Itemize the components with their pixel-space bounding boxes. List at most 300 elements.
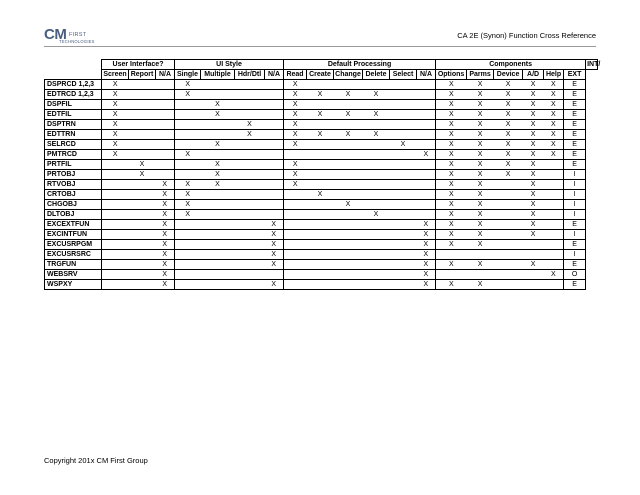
table-cell: I	[564, 200, 586, 210]
table-cell	[363, 170, 390, 180]
table-cell: X	[201, 140, 235, 150]
table-cell	[102, 280, 129, 290]
table-row	[45, 210, 598, 220]
table-cell	[284, 270, 307, 280]
table-cell	[544, 190, 564, 200]
table-cell	[175, 170, 201, 180]
table-cell	[265, 180, 284, 190]
table-cell	[363, 240, 390, 250]
table-cell: X	[523, 260, 544, 270]
column-group-header-row	[45, 60, 598, 70]
table-cell	[334, 120, 363, 130]
table-cell: E	[564, 160, 586, 170]
table-cell	[390, 110, 417, 120]
table-cell: I	[564, 190, 586, 200]
table-cell	[156, 120, 175, 130]
table-cell	[129, 190, 156, 200]
table-cell: X	[436, 210, 467, 220]
table-cell	[175, 140, 201, 150]
table-cell	[284, 220, 307, 230]
column-group-header: Default Processing	[284, 60, 436, 70]
table-cell: X	[523, 160, 544, 170]
table-row	[45, 140, 598, 150]
table-cell: X	[284, 140, 307, 150]
table-row	[45, 120, 598, 130]
table-cell	[436, 250, 467, 260]
table-cell	[156, 90, 175, 100]
table-cell	[363, 260, 390, 270]
table-cell	[284, 190, 307, 200]
function-type-name: EXCEXTFUN	[45, 220, 102, 230]
table-cell: X	[156, 200, 175, 210]
table-cell: X	[523, 80, 544, 90]
table-cell: X	[523, 180, 544, 190]
table-cell	[417, 190, 436, 200]
table-cell	[129, 90, 156, 100]
copyright-footer: Copyright 201x CM First Group	[44, 456, 148, 465]
table-cell	[129, 130, 156, 140]
table-cell	[417, 120, 436, 130]
function-cross-reference-table	[44, 59, 601, 290]
table-cell	[334, 280, 363, 290]
table-cell	[417, 140, 436, 150]
table-cell	[129, 260, 156, 270]
table-cell	[307, 120, 334, 130]
table-cell	[235, 250, 265, 260]
table-cell: X	[494, 130, 523, 140]
table-cell	[284, 250, 307, 260]
table-cell	[390, 250, 417, 260]
table-cell: X	[284, 160, 307, 170]
table-cell	[307, 260, 334, 270]
column-header: Options	[436, 70, 467, 80]
table-cell: X	[102, 120, 129, 130]
table-cell	[235, 90, 265, 100]
column-header: Device	[494, 70, 523, 80]
table-cell: X	[436, 170, 467, 180]
table-cell	[334, 190, 363, 200]
table-cell	[235, 270, 265, 280]
column-group-header: User Interface?	[102, 60, 175, 70]
table-cell: X	[102, 130, 129, 140]
table-cell	[102, 230, 129, 240]
table-cell	[417, 80, 436, 90]
table-cell	[175, 250, 201, 260]
table-cell: X	[307, 110, 334, 120]
table-cell	[284, 210, 307, 220]
function-type-name: WEBSRV	[45, 270, 102, 280]
function-type-name: CRTOBJ	[45, 190, 102, 200]
table-row	[45, 200, 598, 210]
table-cell: X	[175, 80, 201, 90]
table-cell	[334, 230, 363, 240]
table-cell: I	[564, 210, 586, 220]
table-cell	[129, 150, 156, 160]
table-cell	[201, 120, 235, 130]
table-cell	[284, 230, 307, 240]
table-cell	[417, 130, 436, 140]
table-cell: X	[494, 90, 523, 100]
table-cell	[307, 250, 334, 260]
table-cell: X	[523, 200, 544, 210]
table-cell: X	[175, 150, 201, 160]
table-cell	[334, 80, 363, 90]
column-header: Single	[175, 70, 201, 80]
table-cell: X	[156, 210, 175, 220]
table-cell: X	[102, 80, 129, 90]
table-cell	[156, 80, 175, 90]
table-cell: X	[334, 110, 363, 120]
table-cell: X	[436, 260, 467, 270]
table-row	[45, 280, 598, 290]
table-cell	[102, 160, 129, 170]
table-cell	[201, 260, 235, 270]
table-cell	[265, 170, 284, 180]
table-cell: X	[175, 200, 201, 210]
table-cell	[494, 220, 523, 230]
table-cell: X	[175, 90, 201, 100]
table-cell: X	[436, 240, 467, 250]
table-cell	[175, 220, 201, 230]
table-cell	[175, 160, 201, 170]
table-cell: X	[494, 160, 523, 170]
table-cell: X	[307, 90, 334, 100]
table-cell	[467, 250, 494, 260]
table-cell	[494, 240, 523, 250]
table-cell: X	[265, 230, 284, 240]
table-cell: X	[436, 230, 467, 240]
table-cell	[201, 80, 235, 90]
table-cell: X	[544, 80, 564, 90]
table-cell	[390, 270, 417, 280]
table-cell	[494, 270, 523, 280]
table-cell: E	[564, 220, 586, 230]
table-cell: X	[467, 240, 494, 250]
table-cell	[201, 220, 235, 230]
column-header: EXT	[564, 70, 586, 80]
table-cell	[235, 180, 265, 190]
table-cell	[363, 160, 390, 170]
table-row	[45, 90, 598, 100]
table-cell	[201, 200, 235, 210]
table-cell	[201, 280, 235, 290]
table-cell	[363, 150, 390, 160]
table-row	[45, 230, 598, 240]
table-cell: I	[564, 180, 586, 190]
table-cell: E	[564, 260, 586, 270]
table-cell: X	[467, 160, 494, 170]
table-cell: X	[436, 80, 467, 90]
table-cell	[156, 110, 175, 120]
table-cell: X	[265, 250, 284, 260]
table-cell: X	[175, 180, 201, 190]
table-cell	[102, 270, 129, 280]
table-cell	[284, 240, 307, 250]
table-cell: X	[334, 130, 363, 140]
table-row	[45, 240, 598, 250]
table-cell: X	[523, 190, 544, 200]
function-type-name: DLTOBJ	[45, 210, 102, 220]
table-cell	[436, 270, 467, 280]
table-cell	[544, 250, 564, 260]
table-cell: X	[494, 120, 523, 130]
table-cell	[129, 270, 156, 280]
table-cell	[390, 100, 417, 110]
table-cell: X	[201, 110, 235, 120]
table-cell: X	[523, 130, 544, 140]
table-cell: E	[564, 110, 586, 120]
table-cell: X	[467, 190, 494, 200]
function-type-name: EXCUSRSRC	[45, 250, 102, 260]
table-cell	[334, 250, 363, 260]
table-cell	[175, 280, 201, 290]
table-row	[45, 80, 598, 90]
table-cell: X	[523, 100, 544, 110]
table-cell	[102, 170, 129, 180]
table-cell	[175, 110, 201, 120]
table-cell: X	[156, 220, 175, 230]
table-cell	[265, 90, 284, 100]
table-cell: X	[436, 280, 467, 290]
table-cell	[235, 100, 265, 110]
table-cell: X	[436, 130, 467, 140]
table-cell	[265, 110, 284, 120]
table-cell: X	[363, 130, 390, 140]
table-cell: X	[467, 220, 494, 230]
table-cell: X	[467, 130, 494, 140]
function-type-name: DSPTRN	[45, 120, 102, 130]
table-cell	[417, 210, 436, 220]
table-cell	[235, 240, 265, 250]
table-cell: X	[523, 210, 544, 220]
table-cell	[417, 170, 436, 180]
table-cell: E	[564, 100, 586, 110]
table-cell: X	[436, 110, 467, 120]
table-cell	[102, 190, 129, 200]
table-cell	[307, 280, 334, 290]
function-type-name: PMTRCD	[45, 150, 102, 160]
table-cell	[265, 120, 284, 130]
table-cell	[363, 100, 390, 110]
column-header: Screen	[103, 70, 127, 78]
table-cell	[544, 220, 564, 230]
column-group-header: INT/	[587, 60, 601, 68]
table-cell	[102, 220, 129, 230]
table-cell	[307, 240, 334, 250]
table-row	[45, 190, 598, 200]
table-cell	[129, 140, 156, 150]
table-cell	[467, 270, 494, 280]
table-cell	[523, 280, 544, 290]
table-cell: X	[467, 150, 494, 160]
table-cell	[363, 220, 390, 230]
table-cell	[417, 90, 436, 100]
function-type-name: EXCUSRPGM	[45, 240, 102, 250]
table-row	[45, 250, 598, 260]
table-cell: X	[544, 270, 564, 280]
table-cell	[494, 190, 523, 200]
table-cell	[544, 240, 564, 250]
table-cell: X	[467, 80, 494, 90]
table-cell	[102, 240, 129, 250]
table-cell	[363, 120, 390, 130]
table-cell	[363, 270, 390, 280]
table-cell	[129, 110, 156, 120]
table-cell: X	[494, 100, 523, 110]
table-cell	[235, 230, 265, 240]
table-cell: X	[129, 170, 156, 180]
table-cell	[284, 280, 307, 290]
table-cell	[494, 260, 523, 270]
table-cell: X	[284, 180, 307, 190]
table-cell	[363, 230, 390, 240]
table-cell: X	[494, 150, 523, 160]
table-cell	[417, 110, 436, 120]
table-row	[45, 270, 598, 280]
table-cell: X	[523, 150, 544, 160]
table-cell	[307, 210, 334, 220]
table-cell	[265, 80, 284, 90]
table-row	[45, 160, 598, 170]
table-row	[45, 110, 598, 120]
table-cell: X	[284, 170, 307, 180]
table-cell	[363, 80, 390, 90]
table-cell: X	[523, 170, 544, 180]
table-cell: X	[467, 140, 494, 150]
table-cell	[544, 210, 564, 220]
table-cell	[201, 210, 235, 220]
table-cell	[201, 270, 235, 280]
table-cell: X	[417, 150, 436, 160]
table-cell	[175, 270, 201, 280]
table-cell	[390, 160, 417, 170]
table-cell: X	[544, 100, 564, 110]
table-cell: X	[334, 90, 363, 100]
table-cell: X	[284, 110, 307, 120]
table-cell	[129, 80, 156, 90]
table-cell: X	[436, 160, 467, 170]
table-cell	[390, 230, 417, 240]
table-cell: X	[467, 110, 494, 120]
table-cell	[235, 80, 265, 90]
table-cell: X	[129, 160, 156, 170]
column-header: Multiple	[201, 70, 235, 80]
column-header: Select	[390, 70, 417, 80]
table-cell: X	[284, 130, 307, 140]
table-cell	[390, 220, 417, 230]
column-header: Create	[307, 70, 334, 80]
function-type-name: TRGFUN	[45, 260, 102, 270]
table-cell	[235, 210, 265, 220]
table-cell	[175, 100, 201, 110]
table-cell	[265, 200, 284, 210]
logo-cm-text: CM	[44, 26, 67, 43]
table-cell	[201, 230, 235, 240]
table-cell	[494, 180, 523, 190]
table-cell	[265, 160, 284, 170]
table-cell	[334, 150, 363, 160]
table-cell	[544, 280, 564, 290]
table-cell	[544, 260, 564, 270]
table-cell	[102, 260, 129, 270]
table-cell	[235, 140, 265, 150]
table-cell	[175, 120, 201, 130]
column-header: A/D	[523, 70, 544, 80]
table-cell	[307, 150, 334, 160]
table-cell: X	[284, 90, 307, 100]
function-type-name: DSPRCD 1,2,3	[45, 80, 102, 90]
table-cell	[201, 90, 235, 100]
table-row	[45, 100, 598, 110]
table-cell	[544, 200, 564, 210]
table-cell	[390, 240, 417, 250]
table-cell: X	[201, 180, 235, 190]
table-cell	[390, 280, 417, 290]
table-cell: X	[494, 170, 523, 180]
table-cell: X	[467, 90, 494, 100]
table-cell: E	[564, 280, 586, 290]
function-type-name: WSPXY	[45, 280, 102, 290]
table-cell	[390, 190, 417, 200]
table-cell	[494, 280, 523, 290]
table-cell	[129, 230, 156, 240]
table-cell	[417, 180, 436, 190]
table-cell: X	[523, 140, 544, 150]
table-cell: X	[436, 140, 467, 150]
table-cell	[284, 260, 307, 270]
table-cell	[102, 200, 129, 210]
table-cell	[201, 250, 235, 260]
table-cell: X	[390, 140, 417, 150]
table-cell	[334, 210, 363, 220]
table-cell: X	[467, 100, 494, 110]
table-cell	[334, 180, 363, 190]
column-header	[45, 70, 102, 80]
table-cell	[523, 270, 544, 280]
function-type-name: CHGOBJ	[45, 200, 102, 210]
table-body	[45, 80, 598, 290]
column-header: Hdr/Dtl	[235, 70, 265, 80]
table-cell: X	[494, 110, 523, 120]
cm-first-logo	[44, 27, 104, 47]
table-cell	[175, 260, 201, 270]
table-cell: I	[564, 230, 586, 240]
table-cell	[390, 180, 417, 190]
table-cell: E	[564, 140, 586, 150]
table-cell: X	[436, 190, 467, 200]
table-cell: X	[417, 270, 436, 280]
table-cell	[307, 100, 334, 110]
table-cell	[201, 190, 235, 200]
table-cell: X	[494, 140, 523, 150]
table-cell	[156, 130, 175, 140]
document-title: CA 2E (Synon) Function Cross Reference	[457, 31, 596, 40]
table-cell	[235, 200, 265, 210]
function-type-name: EXCINTFUN	[45, 230, 102, 240]
table-cell	[363, 280, 390, 290]
table-cell: X	[102, 140, 129, 150]
table-cell: E	[564, 150, 586, 160]
table-cell	[129, 240, 156, 250]
table-cell: X	[523, 90, 544, 100]
table-cell: X	[235, 130, 265, 140]
table-cell	[265, 210, 284, 220]
table-cell	[307, 170, 334, 180]
table-cell	[265, 140, 284, 150]
table-cell: X	[201, 100, 235, 110]
table-cell	[334, 220, 363, 230]
table-cell: I	[564, 170, 586, 180]
